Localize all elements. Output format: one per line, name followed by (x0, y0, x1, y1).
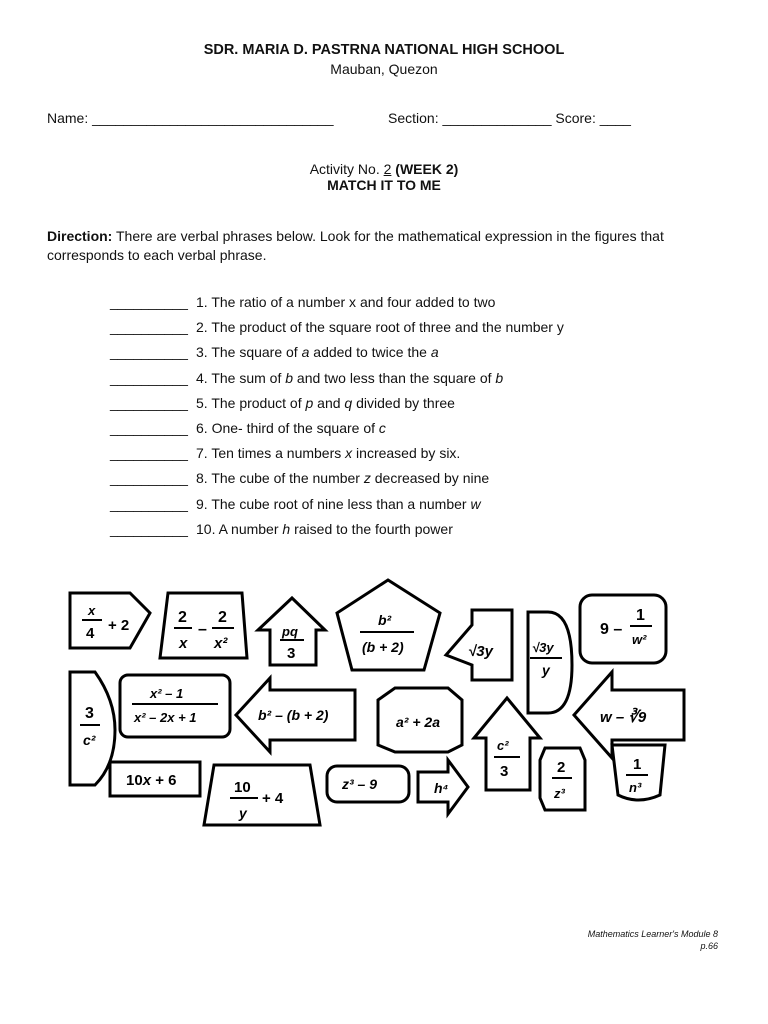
phrase-item (110, 445, 670, 470)
svg-text:y: y (239, 805, 247, 821)
svg-text:x² – 1: x² – 1 (150, 686, 184, 701)
svg-text:y: y (542, 662, 550, 678)
phrase-text: increased by six. (352, 445, 461, 462)
answer-blank[interactable]: __________ (110, 470, 188, 487)
svg-text:2: 2 (218, 609, 227, 626)
phrase-text: raised to the fourth power (290, 520, 453, 537)
svg-text:10x + 6: 10x + 6 (126, 772, 177, 789)
figure-10-over-y-plus-4[interactable] (204, 765, 320, 825)
svg-text:x: x (179, 635, 188, 652)
phrase-variable: z (363, 470, 371, 487)
answer-blank[interactable]: __________ (110, 520, 188, 537)
answer-blank[interactable]: __________ (110, 294, 188, 310)
expression-figures (0, 570, 768, 840)
svg-text:w²: w² (632, 632, 647, 647)
phrase-item (110, 370, 670, 395)
svg-text:√3y: √3y (532, 640, 554, 655)
phrase-variable: a (301, 344, 310, 361)
svg-text:x² – 2x + 1: x² – 2x + 1 (134, 710, 197, 725)
figure-pq-over-3[interactable] (258, 598, 325, 665)
svg-text:√3y: √3y (468, 643, 493, 660)
phrase-item (110, 521, 670, 546)
svg-text:x²: x² (214, 635, 228, 652)
svg-text:2: 2 (557, 759, 566, 776)
figure-b-squared-over-b-plus-2[interactable] (337, 580, 440, 670)
phrase-text: decreased by nine (370, 470, 490, 487)
svg-text:+ 4: + 4 (262, 790, 284, 807)
phrase-item (110, 319, 670, 344)
answer-blank[interactable]: __________ (110, 445, 188, 462)
figure-h-to-the-fourth[interactable] (418, 760, 468, 814)
phrase-item (110, 395, 670, 420)
figure-3-over-c-squared[interactable] (70, 672, 115, 785)
svg-text:10: 10 (234, 779, 251, 796)
module-credit: Mathematics Learner's Module 8 (587, 929, 718, 939)
svg-text:2: 2 (178, 609, 187, 626)
phrase-variable: q (344, 394, 353, 411)
svg-text:–: – (198, 621, 207, 638)
section-score-field[interactable]: Section: ______________ Score: ____ (388, 110, 631, 126)
phrase-text: 10. A number (196, 520, 283, 537)
svg-text:z³: z³ (554, 786, 565, 801)
figure-9-minus-1-over-w-squared[interactable] (580, 595, 666, 663)
phrase-item (110, 470, 670, 495)
answer-blank[interactable]: __________ (110, 369, 188, 386)
direction-text: There are verbal phrases below. Look for the mathematical expression in the figures that corresponds to each verbal phrase. (47, 228, 664, 263)
figure-a-squared-plus-2a[interactable] (378, 688, 462, 752)
phrase-variable: w (470, 495, 481, 512)
figure-b-squared-minus-b-plus-2[interactable] (236, 678, 355, 752)
svg-text:(b + 2): (b + 2) (362, 639, 404, 655)
phrase-variable: x (345, 445, 353, 462)
phrase-text: and two less than the square of (293, 369, 496, 386)
direction-label: Direction: (47, 228, 113, 244)
phrase-variable: p (305, 394, 314, 411)
activity-number-value: 2 (383, 161, 392, 177)
figure-1-over-n-cubed[interactable] (612, 745, 665, 800)
phrase-text: 8. The cube of the number (196, 470, 364, 487)
svg-text:b²: b² (378, 612, 392, 628)
phrase-variable: b (285, 369, 294, 386)
svg-text:1: 1 (633, 756, 642, 773)
svg-text:+ 2: + 2 (108, 617, 130, 634)
school-location: Mauban, Quezon (330, 61, 438, 77)
svg-text:x: x (88, 603, 96, 618)
phrase-item (110, 420, 670, 445)
figure-2-over-z-cubed[interactable] (540, 748, 585, 810)
svg-text:w – ∛9: w – ∛9 (600, 709, 647, 726)
phrase-text: 4. The sum of (196, 369, 286, 386)
direction-paragraph (47, 227, 737, 265)
phrase-text: 5. The product of (196, 394, 306, 411)
svg-text:c²: c² (497, 738, 509, 753)
svg-text:3: 3 (500, 763, 509, 780)
svg-text:pq: pq (282, 624, 298, 639)
svg-text:3: 3 (85, 705, 94, 722)
figure-sqrt-3-y-over-y[interactable] (528, 612, 572, 713)
phrase-text: 3. The square of (196, 344, 302, 361)
activity-title: MATCH IT TO ME (327, 177, 441, 193)
svg-text:4: 4 (86, 625, 95, 642)
phrase-list (110, 294, 670, 546)
svg-text:1: 1 (636, 607, 645, 624)
phrase-text: divided by three (352, 394, 455, 411)
svg-text:z³ – 9: z³ – 9 (342, 776, 378, 792)
svg-text:h⁴: h⁴ (434, 780, 449, 796)
phrase-variable: b (495, 369, 504, 386)
figure-10x-plus-6[interactable] (110, 762, 200, 796)
phrase-item (110, 344, 670, 369)
svg-text:a² + 2a: a² + 2a (396, 714, 440, 730)
phrase-text: 2. The product of the square root of three and the number y (196, 319, 564, 336)
answer-blank[interactable]: __________ (110, 495, 188, 512)
phrase-item (110, 294, 670, 319)
figure-z-cubed-minus-9[interactable] (327, 766, 409, 802)
activity-prefix: Activity No. (309, 161, 384, 177)
svg-text:9 –: 9 – (600, 621, 623, 638)
phrase-item (110, 496, 670, 521)
answer-blank[interactable]: __________ (110, 419, 188, 436)
figure-x-squared-minus-1-over-x-squared-minus-2x-plus-1[interactable] (120, 675, 230, 737)
phrase-variable: h (282, 520, 291, 537)
answer-blank[interactable]: __________ (110, 344, 188, 361)
phrase-text: 6. One- third of the square of (196, 419, 379, 436)
svg-text:3: 3 (287, 645, 296, 662)
phrase-text: and (313, 394, 345, 411)
svg-text:n³: n³ (629, 780, 642, 795)
phrase-variable: c (378, 419, 386, 436)
svg-text:c²: c² (83, 732, 96, 748)
phrase-text: 7. Ten times a numbers (196, 445, 346, 462)
svg-text:b² – (b + 2): b² – (b + 2) (258, 707, 329, 723)
name-field[interactable]: Name: _______________________________ (47, 110, 334, 126)
activity-number (0, 161, 768, 177)
figure-x-over-4-plus-2[interactable] (70, 593, 150, 648)
page-number: p.66 (700, 941, 718, 951)
figure-2-over-x-minus-2-over-x-squared[interactable] (160, 593, 247, 658)
phrase-text: added to twice the (309, 344, 431, 361)
figure-sqrt-3-y[interactable] (446, 610, 512, 680)
answer-blank[interactable]: __________ (110, 394, 188, 411)
answer-blank[interactable]: __________ (110, 319, 188, 336)
school-name: SDR. MARIA D. PASTRNA NATIONAL HIGH SCHOOL (203, 42, 565, 58)
phrase-text: 1. The ratio of a number x and four added to two (196, 294, 496, 310)
phrase-variable: a (430, 344, 439, 361)
activity-week: (WEEK 2) (395, 161, 459, 177)
phrase-text: 9. The cube root of nine less than a number (196, 495, 471, 512)
